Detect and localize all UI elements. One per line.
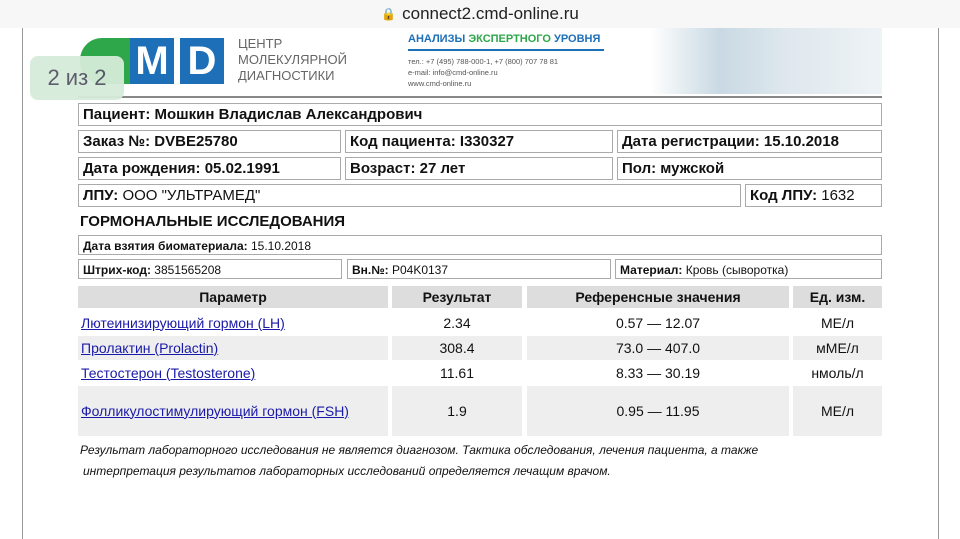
parameter-link[interactable]: Пролактин (Prolactin) [81,339,219,356]
sex: Пол: мужской [617,157,882,180]
header-reference: Референсные значения [527,286,789,308]
header-result: Результат [392,286,522,308]
cell-name[interactable] [78,361,388,385]
cell-unit: МЕ/л [793,386,882,436]
cell-result: 308.4 [392,336,522,360]
cell-name[interactable] [78,336,388,360]
barcode: Штрих-код: 3851565208 [78,259,342,279]
page-edge-left [22,28,23,539]
header-unit: Ед. изм. [793,286,882,308]
org-name: ЦЕНТР МОЛЕКУЛЯРНОЙ ДИАГНОСТИКИ [238,36,347,83]
cell-result: 1.9 [392,386,522,436]
lab-photo [650,28,882,94]
cell-ref: 0.57 — 12.07 [615,315,701,331]
divider [78,96,882,98]
patient-code: Код пациента: I330327 [345,130,613,153]
lock-icon: 🔒 [381,7,397,21]
page-edge-right [938,28,939,539]
url-bar[interactable] [0,0,960,28]
cell-result: 2.34 [443,315,471,331]
birth-date: Дата рождения: 05.02.1991 [78,157,341,180]
sample-date: Дата взятия биоматериала: 15.10.2018 [78,235,882,255]
age: Возраст: 27 лет [345,157,613,180]
lpu: ЛПУ: ООО "УЛЬТРАМЕД" [78,184,741,207]
cell-unit: мМЕ/л [793,336,882,360]
logo-d: D [180,38,224,84]
header-parameter: Параметр [78,286,388,308]
cell-ref: 8.33 — 30.19 [615,365,701,381]
cell-ref: 0.95 — 11.95 [527,386,789,436]
parameter-link[interactable]: Лютеинизирующий гормон (LH) [81,314,285,331]
cell-name[interactable] [78,311,388,335]
section-title: ГОРМОНАЛЬНЫЕ ИССЛЕДОВАНИЯ [80,213,346,230]
cell-name[interactable] [78,386,388,436]
disclaimer: Результат лабораторного исследования не является диагнозом. Тактика обследования, лечения пациента, а также интерпретация результатов лабораторных исследований определяется лечащим врачом. [80,443,759,478]
page-counter-badge: 2 из 2 [30,56,124,100]
parameter-link[interactable]: Тестостерон (Testosterone) [81,364,256,381]
inner-number: Вн.№: P04K0137 [347,259,611,279]
logo-m: M [130,38,174,84]
url-text: connect2.cmd-online.ru [402,4,579,23]
patient-name: Пациент: Мошкин Владислав Александрович [78,103,882,126]
lpu-code: Код ЛПУ: 1632 [745,184,882,207]
registration-date: Дата регистрации: 15.10.2018 [617,130,882,153]
cell-ref: 73.0 — 407.0 [527,336,789,360]
cell-result: 11.61 [440,365,474,381]
order-number: Заказ №: DVBE25780 [78,130,341,153]
cell-unit: МЕ/л [820,315,855,331]
contacts: тел.: +7 (495) 788-000-1, +7 (800) 707 78 81 e-mail: info@cmd-online.ru www.cmd-online.ru [408,57,559,88]
parameter-link[interactable]: Фолликулостимулирующий гормон (FSH) [81,402,349,419]
slogan: АНАЛИЗЫ ЭКСПЕРТНОГО УРОВНЯ [408,33,604,51]
cell-unit: нмоль/л [811,365,864,381]
material: Материал: Кровь (сыворотка) [615,259,882,279]
